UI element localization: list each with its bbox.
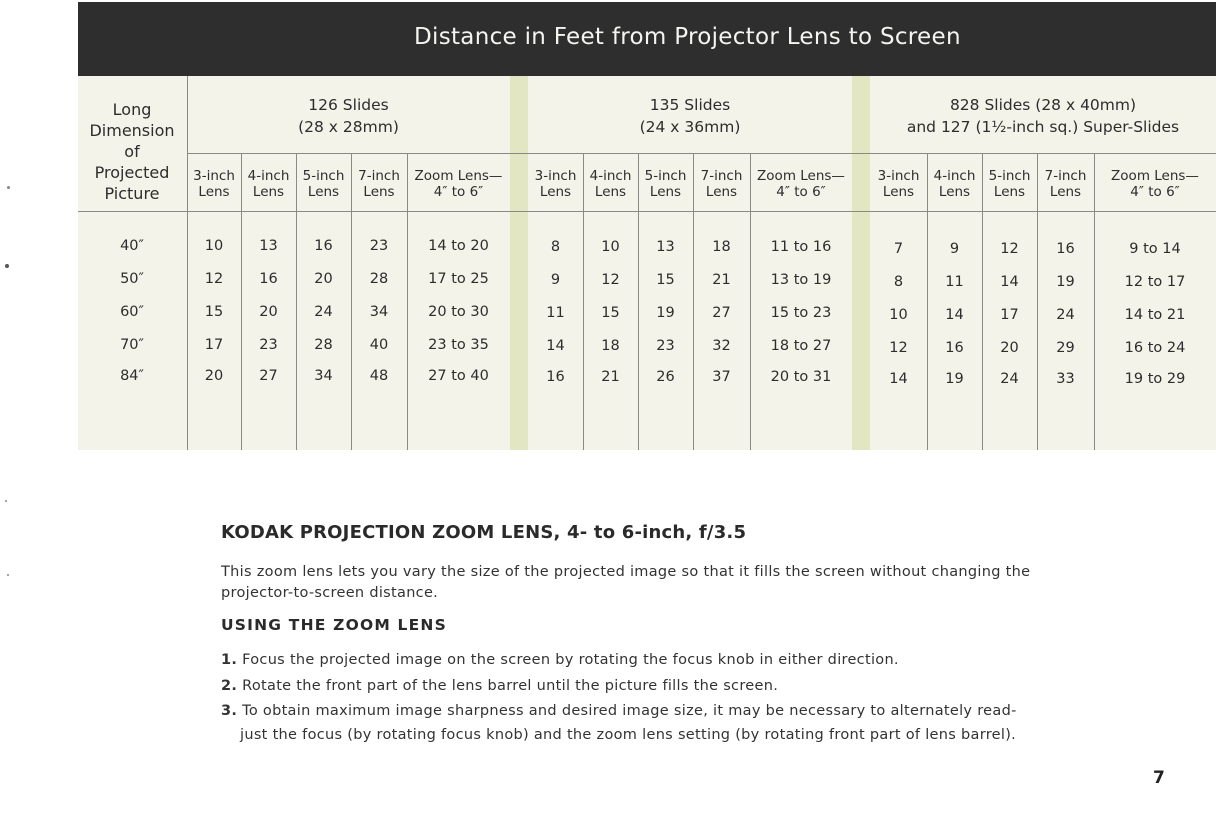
table-cell: 20 (1000, 340, 1019, 356)
row-size: 50″ (120, 271, 144, 287)
table-cell: 23 to 35 (428, 337, 489, 353)
table-cell: 21 (712, 272, 731, 288)
table-cell: 11 (945, 274, 964, 290)
lens-header: 4-inch (247, 168, 290, 184)
table-cell: 12 (204, 271, 224, 287)
lens-header: 3-inch (193, 168, 235, 184)
group-divider-stripe (510, 76, 528, 450)
table-cell: 29 (1056, 340, 1075, 356)
table-cell: 11 to 16 (770, 239, 832, 255)
table-cell: 14 (1000, 274, 1019, 290)
table-cell: 19 (1056, 274, 1075, 290)
lens-header: Lens (252, 184, 285, 200)
table-cell: 15 (601, 305, 620, 321)
table-cell: 17 (204, 337, 224, 353)
table-cell: 16 (314, 238, 333, 254)
table-cell: 12 (889, 340, 908, 356)
group-title-line: and 127 (1½-inch sq.) Super-Slides (906, 118, 1180, 136)
table-cell: 37 (712, 369, 731, 385)
table-cell: 27 (712, 305, 731, 321)
table-cell: 23 (369, 238, 389, 254)
table-cell: 16 (1056, 241, 1075, 257)
table-cell: 14 (889, 371, 908, 387)
table-cell: 15 (204, 304, 224, 320)
table-cell: 24 (1056, 307, 1075, 323)
table-cell: 13 to 19 (770, 272, 832, 288)
step-3-continued: just the focus (by rotating focus knob) and the zoom lens setting (by rotating front part of lens barrel). (240, 727, 1017, 743)
table-cell: 19 to 29 (1124, 371, 1186, 387)
lens-header: Lens (649, 184, 682, 200)
lens-header: 5-inch (988, 168, 1031, 184)
table-cell: 19 (945, 371, 964, 387)
lens-header: Lens (307, 184, 340, 200)
table-cell: 48 (369, 368, 389, 384)
table-cell: 14 (546, 338, 565, 354)
lens-header: 3-inch (534, 168, 577, 184)
table-cell: 9 (949, 241, 960, 257)
table-cell: 17 (1000, 307, 1019, 323)
table-banner (78, 2, 1216, 76)
table-cell: 27 to 40 (428, 368, 489, 384)
table-cell: 16 (945, 340, 964, 356)
table-rule (78, 211, 1216, 212)
page-number: 7 (1153, 768, 1165, 788)
table-cell: 12 (1000, 241, 1019, 257)
table-cell: 27 (259, 368, 278, 384)
row-size: 84″ (120, 368, 144, 384)
table-cell: 10 (204, 238, 224, 254)
table-rule (187, 153, 1216, 154)
step-1: 1. Focus the projected image on the screen by rotating the focus knob in either direction. (221, 652, 899, 668)
row-size: 40″ (120, 238, 144, 254)
lens-header: 7-inch (1044, 168, 1087, 184)
group-title-line: 828 Slides (28 x 40mm) (949, 96, 1137, 114)
lens-header: 4″ to 6″ (433, 184, 484, 200)
table-cell: 24 (314, 304, 333, 320)
lens-header: Lens (1049, 184, 1082, 200)
lens-header: Zoom Lens— (414, 168, 503, 184)
left-header-line: Long (112, 100, 152, 119)
table-cell: 32 (712, 338, 731, 354)
lens-header: 7-inch (358, 168, 400, 184)
section-subhead: USING THE ZOOM LENS (221, 616, 447, 634)
speck (5, 500, 7, 502)
table-cell: 26 (656, 369, 675, 385)
table-cell: 34 (314, 368, 333, 384)
table-cell: 40 (369, 337, 389, 353)
table-cell: 14 to 21 (1124, 307, 1186, 323)
table-cell: 11 (546, 305, 565, 321)
table-cell: 13 (259, 238, 278, 254)
table-cell: 9 (550, 272, 561, 288)
table-cell: 18 (601, 338, 620, 354)
lens-header: 3-inch (877, 168, 920, 184)
table-cell: 28 (314, 337, 333, 353)
step-2: 2. Rotate the front part of the lens barrel until the picture fills the screen. (221, 678, 779, 694)
lens-header: 5-inch (302, 168, 345, 184)
table-cell: 14 to 20 (428, 238, 489, 254)
speck (7, 574, 9, 576)
lens-header: 7-inch (700, 168, 743, 184)
table-cell: 20 to 30 (428, 304, 489, 320)
lens-header: 4″ to 6″ (776, 184, 826, 200)
table-cell: 14 (945, 307, 964, 323)
group-title-line: 135 Slides (649, 96, 731, 114)
table-cell: 16 to 24 (1124, 340, 1186, 356)
lens-header: Lens (594, 184, 627, 200)
table-cell: 12 to 17 (1124, 274, 1186, 290)
group-divider-stripe (852, 76, 870, 450)
table-cell: 20 (314, 271, 333, 287)
lens-header: Lens (993, 184, 1026, 200)
intro-line-2: projector-to-screen distance. (221, 585, 439, 601)
table-cell: 20 (204, 368, 224, 384)
speck (7, 186, 10, 189)
lens-header: Zoom Lens— (757, 168, 845, 184)
left-header-line: Dimension (89, 121, 175, 140)
table-cell: 21 (601, 369, 620, 385)
lens-header: Lens (539, 184, 572, 200)
lens-header: 4-inch (589, 168, 632, 184)
speck (5, 264, 9, 268)
table-cell: 7 (893, 241, 904, 257)
table-cell: 8 (550, 239, 561, 255)
lens-header: 5-inch (644, 168, 687, 184)
lens-header: Lens (882, 184, 915, 200)
lens-header: Lens (363, 184, 395, 200)
banner-title: Distance in Feet from Projector Lens to Screen (414, 24, 961, 50)
table-cell: 9 to 14 (1129, 241, 1181, 257)
table-cell: 18 to 27 (770, 338, 832, 354)
lens-header: Lens (705, 184, 738, 200)
table-cell: 8 (893, 274, 904, 290)
lens-header: 4″ to 6″ (1130, 184, 1180, 200)
table-cell: 13 (656, 239, 675, 255)
group-title-line: (24 x 36mm) (639, 118, 741, 136)
table-cell: 15 (656, 272, 675, 288)
table-cell: 12 (601, 272, 620, 288)
intro-line-1: This zoom lens lets you vary the size of the projected image so that it fills the screen without changing the (221, 564, 1031, 580)
table-cell: 17 to 25 (428, 271, 489, 287)
left-header-line: Picture (104, 184, 160, 203)
group-title-line: 126 Slides (308, 96, 389, 114)
table-cell: 19 (656, 305, 675, 321)
table-cell: 34 (369, 304, 389, 320)
left-header-line: Projected (94, 163, 170, 182)
table-cell: 16 (259, 271, 278, 287)
lens-header: Lens (938, 184, 971, 200)
table-cell: 23 (259, 337, 278, 353)
table-cell: 20 (259, 304, 278, 320)
section-title: KODAK PROJECTION ZOOM LENS, 4- to 6-inch, f/3.5 (221, 522, 747, 543)
table-cell: 10 (601, 239, 620, 255)
table-cell: 18 (712, 239, 731, 255)
step-3: 3. To obtain maximum image sharpness and desired image size, it may be necessary to alternately read- (221, 703, 1017, 719)
table-cell: 28 (369, 271, 389, 287)
lens-header: 4-inch (933, 168, 976, 184)
table-cell: 10 (889, 307, 908, 323)
table-cell: 16 (546, 369, 565, 385)
table-cell: 20 to 31 (770, 369, 832, 385)
lens-header: Zoom Lens— (1111, 168, 1199, 184)
left-header-line: of (124, 142, 140, 161)
table-cell: 33 (1056, 371, 1075, 387)
group-title-line: (28 x 28mm) (298, 118, 399, 136)
lens-header: Lens (198, 184, 230, 200)
row-size: 70″ (120, 337, 144, 353)
table-cell: 15 to 23 (770, 305, 832, 321)
table-cell: 23 (656, 338, 675, 354)
table-cell: 24 (1000, 371, 1019, 387)
row-size: 60″ (120, 304, 144, 320)
